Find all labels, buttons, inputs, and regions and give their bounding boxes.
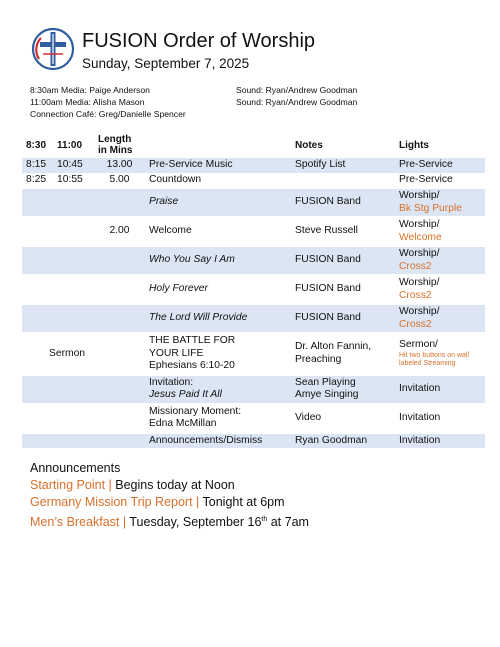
table-row [22,217,485,246]
cell-lights: Worship/ Cross2 [395,246,485,275]
table-row [22,304,485,333]
table-header-row [22,132,485,158]
staff-line: Sound: Ryan/Andrew Goodman [236,85,358,95]
church-cross-logo-icon [30,26,76,72]
table-row [22,275,485,304]
cell-item: Announcements/Dismiss [145,433,291,449]
announcement-item: Germany Mission Trip Report | Tonight at 6pm [30,495,285,509]
cell-lights: Worship/ Cross2 [395,304,485,333]
header-lights: Lights [399,139,429,151]
cell-830: 8:15 [22,158,53,173]
cell-notes: Video [291,404,395,433]
table-row [22,158,485,173]
cell-1100: Sermon [22,333,94,375]
table-row [22,173,485,189]
announcement-item: Starting Point | Begins today at Noon [30,478,235,492]
table-row [22,333,485,375]
header-830: 8:30 [26,139,47,151]
staff-line: Sound: Ryan/Andrew Goodman [236,97,358,107]
announcements-heading: Announcements [30,461,121,475]
cell-notes: Sean Playing Amye Singing [291,375,395,404]
cell-length: 13.00 [94,158,145,173]
cell-notes [291,173,395,189]
cell-lights: Worship/ Welcome [395,217,485,246]
cell-lights: Pre-Service [399,173,453,185]
cell-notes: FUSION Band [291,304,395,333]
staff-list-left [30,84,186,120]
cell-notes: Spotify List [291,158,395,173]
cell-1100: 10:45 [53,158,94,173]
table-row [22,404,485,433]
cell-notes: Dr. Alton Fannin, Preaching [291,333,395,375]
order-of-worship-table [22,132,485,448]
cell-item: Pre-Service Music [145,158,291,173]
cell-item: Invitation: Jesus Paid It All [145,375,291,404]
header-notes: Notes [295,139,323,151]
staff-line: 8:30am Media: Paige Anderson [30,85,150,95]
cell-1100: 10:55 [57,173,83,185]
cell-notes: Steve Russell [291,217,395,246]
cell-length: 2.00 [94,217,145,246]
announcements [30,460,309,531]
cell-lights: Invitation [395,433,485,449]
cell-notes: FUSION Band [291,246,395,275]
table-row [22,433,485,449]
cell-notes: Ryan Goodman [291,433,395,449]
cell-item: Welcome [145,217,291,246]
announcement-item: Men’s Breakfast | Tuesday, September 16th at 7am [30,515,309,530]
cell-830: 8:25 [26,173,47,185]
cell-item: Countdown [149,173,202,185]
cell-lights: Pre-Service [395,158,485,173]
staff-line: 11:00am Media: Alisha Mason [30,97,145,107]
table-row [22,375,485,404]
staff-line: Connection Café: Greg/Danielle Spencer [30,109,186,119]
cell-notes: FUSION Band [291,275,395,304]
cell-lights: Worship/ Cross2 [395,275,485,304]
cell-item: Holy Forever [145,275,291,304]
service-date: Sunday, September 7, 2025 [82,56,250,71]
header-1100: 11:00 [57,139,83,151]
cell-lights: Invitation [395,404,485,433]
page-title: FUSION Order of Worship [82,30,316,52]
staff-list-right [236,84,357,108]
cell-length: 5.00 [109,173,130,185]
cell-item: Missionary Moment: Edna McMillan [145,404,291,433]
cell-lights: Worship/ Bk Stg Purple [395,188,485,217]
table-row [22,188,485,217]
header-length: Length in Mins [98,134,133,156]
cell-item: Praise [145,188,291,217]
cell-notes: FUSION Band [291,188,395,217]
header-item [145,132,291,158]
cell-lights: Invitation [395,375,485,404]
cell-lights: Sermon/ Hit two buttons on wall labeled Streaming [395,333,485,375]
cell-item: THE BATTLE FOR YOUR LIFE Ephesians 6:10-20 [145,333,291,375]
cell-item: Who You Say I Am [145,246,291,275]
cell-item: The Lord Will Provide [145,304,291,333]
table-row [22,246,485,275]
